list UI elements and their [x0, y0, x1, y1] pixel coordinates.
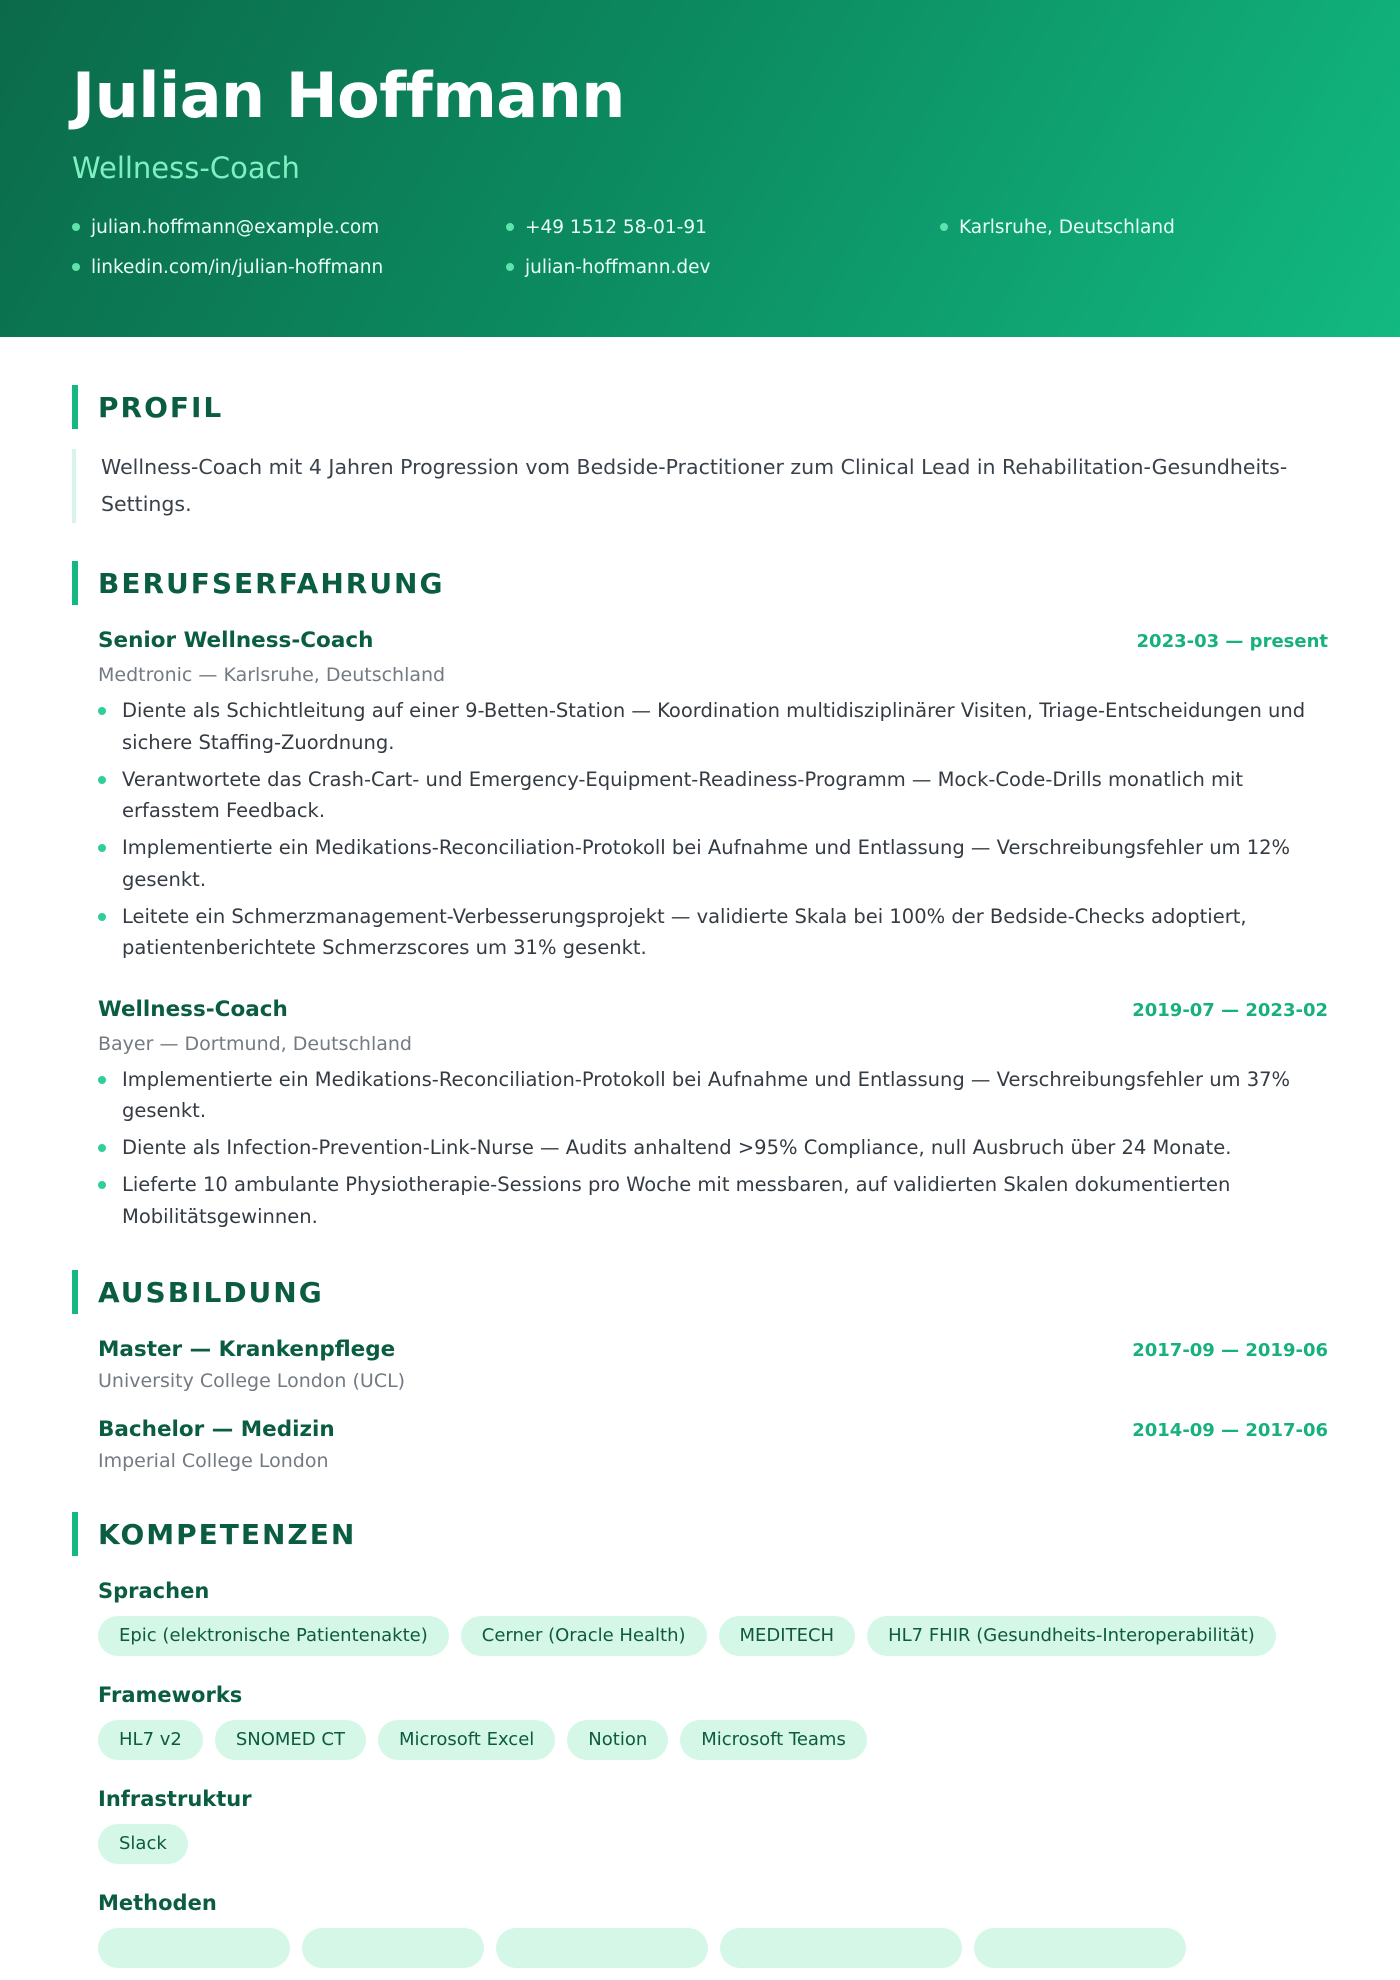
section-title-education: AUSBILDUNG	[72, 1270, 1328, 1314]
contact-location-text: Karlsruhe, Deutschland	[959, 217, 1175, 238]
skill-category-label: Infrastruktur	[98, 1787, 252, 1811]
skill-chip: MEDITECH	[719, 1616, 856, 1656]
bullet-dot-icon	[98, 776, 106, 784]
degree-title: Bachelor — Medizin	[98, 1417, 335, 1442]
job-company: Bayer — Dortmund, Deutschland	[98, 1032, 412, 1055]
bullet-dot-icon	[72, 223, 80, 231]
section-title-skills: KOMPETENZEN	[72, 1512, 1328, 1556]
job-achievements	[98, 1064, 1328, 1233]
skills-section	[72, 1512, 1328, 1968]
contact-website[interactable]	[506, 254, 710, 282]
candidate-name: Julian Hoffmann	[72, 59, 625, 132]
bullet-dot-icon	[98, 707, 106, 715]
job-company: Medtronic — Karlsruhe, Deutschland	[98, 664, 446, 686]
resume-body	[0, 337, 1400, 1968]
section-title-experience: BERUFSERFAHRUNG	[72, 561, 1328, 605]
school-name: University College London (UCL)	[98, 1370, 406, 1392]
candidate-role: Wellness-Coach	[72, 151, 300, 185]
skill-chip: Slack	[98, 1824, 188, 1864]
section-title-profile: PROFIL	[72, 385, 1328, 429]
skill-chip-list	[98, 1616, 1328, 1656]
skill-category-label: Methoden	[98, 1891, 217, 1915]
bullet-dot-icon	[72, 263, 80, 271]
education-section	[72, 1270, 1328, 1476]
school-name: Imperial College London	[98, 1450, 329, 1472]
job-dates: 2019-07 — 2023-02	[1132, 999, 1328, 1021]
skill-chip: Cerner (Oracle Health)	[461, 1616, 707, 1656]
job-entry	[98, 994, 1328, 1233]
achievement-item: Verantwortete das Crash-Cart- und Emergency-Equipment-Readiness-Programm — Mock-Code-Drills monatlich mit erfasstem Feedback.	[98, 764, 1328, 827]
skill-chip-partial	[496, 1928, 708, 1968]
job-title: Senior Wellness-Coach	[98, 628, 374, 653]
bullet-dot-icon	[940, 223, 948, 231]
skill-chip: SNOMED CT	[215, 1720, 366, 1760]
achievement-item: Diente als Schichtleitung auf einer 9-Betten-Station — Koordination multidisziplinärer Visiten, Triage-Entscheidungen und sichere Staffing-Zuordnung.	[98, 695, 1328, 758]
skill-chip: Microsoft Excel	[378, 1720, 555, 1760]
resume-header	[0, 0, 1400, 337]
skill-chip-partial	[974, 1928, 1186, 1968]
job-entry	[98, 625, 1328, 964]
contact-email-text: julian.hoffmann@example.com	[91, 217, 380, 238]
contact-email[interactable]	[72, 214, 379, 242]
skill-chip-partial	[720, 1928, 962, 1968]
achievement-item: Diente als Infection-Prevention-Link-Nurse — Audits anhaltend >95% Compliance, null Ausbruch über 24 Monate.	[98, 1132, 1328, 1164]
skill-chip: HL7 v2	[98, 1720, 203, 1760]
bullet-dot-icon	[98, 1181, 106, 1189]
job-dates: 2023-03 — present	[1136, 631, 1328, 652]
skill-chip-partial	[302, 1928, 484, 1968]
education-entry	[98, 1334, 1328, 1396]
skill-chip: HL7 FHIR (Gesundheits-Interoperabilität)	[867, 1616, 1276, 1656]
achievement-item: Leitete ein Schmerzmanagement-Verbesserungsprojekt — validierte Skala bei 100% der Bedside-Checks adoptiert, patientenberichtete Schmerzscores um 31% gesenkt.	[98, 901, 1328, 964]
education-entry	[98, 1414, 1328, 1476]
bullet-dot-icon	[506, 263, 514, 271]
experience-section	[72, 561, 1328, 1232]
education-dates: 2017-09 — 2019-06	[1132, 1340, 1328, 1361]
contact-linkedin[interactable]	[72, 254, 383, 282]
profile-summary: Wellness-Coach mit 4 Jahren Progression vom Bedside-Practitioner zum Clinical Lead in Rehabilitation-Gesundheits-Settings.	[72, 449, 1328, 523]
bullet-dot-icon	[98, 913, 106, 921]
achievement-item: Lieferte 10 ambulante Physiotherapie-Sessions pro Woche mit messbaren, auf validierten Skalen dokumentierten Mobilitätsgewinnen.	[98, 1169, 1328, 1232]
contact-location	[940, 214, 1175, 242]
bullet-dot-icon	[98, 844, 106, 852]
profile-section	[72, 385, 1328, 523]
job-title: Wellness-Coach	[98, 996, 288, 1022]
skill-chip-list	[98, 1824, 1328, 1864]
contact-website-text: julian-hoffmann.dev	[525, 257, 711, 278]
skill-chip: Notion	[567, 1720, 668, 1760]
bullet-dot-icon	[506, 223, 514, 231]
bullet-dot-icon	[98, 1144, 106, 1152]
skill-chip-list-cutoff	[98, 1928, 1328, 1968]
bullet-dot-icon	[98, 1076, 106, 1084]
skill-category-label: Sprachen	[98, 1579, 210, 1603]
skill-chip-partial	[98, 1928, 290, 1968]
contact-linkedin-text: linkedin.com/in/julian-hoffmann	[91, 257, 384, 278]
job-achievements	[98, 695, 1328, 964]
contact-phone-text: +49 1512 58-01-91	[525, 217, 707, 238]
achievement-item: Implementierte ein Medikations-Reconciliation-Protokoll bei Aufnahme und Entlassung — Verschreibungsfehler um 12% gesenkt.	[98, 832, 1328, 895]
skill-chip: Microsoft Teams	[680, 1720, 867, 1760]
contact-list	[72, 214, 1328, 294]
skill-category-label: Frameworks	[98, 1683, 243, 1707]
skill-chip-list	[98, 1720, 1328, 1760]
degree-title: Master — Krankenpflege	[98, 1337, 396, 1362]
education-dates: 2014-09 — 2017-06	[1132, 1420, 1328, 1441]
contact-phone[interactable]	[506, 214, 707, 242]
achievement-item: Implementierte ein Medikations-Reconciliation-Protokoll bei Aufnahme und Entlassung — Verschreibungsfehler um 37% gesenkt.	[98, 1064, 1328, 1127]
skill-chip: Epic (elektronische Patientenakte)	[98, 1616, 449, 1656]
